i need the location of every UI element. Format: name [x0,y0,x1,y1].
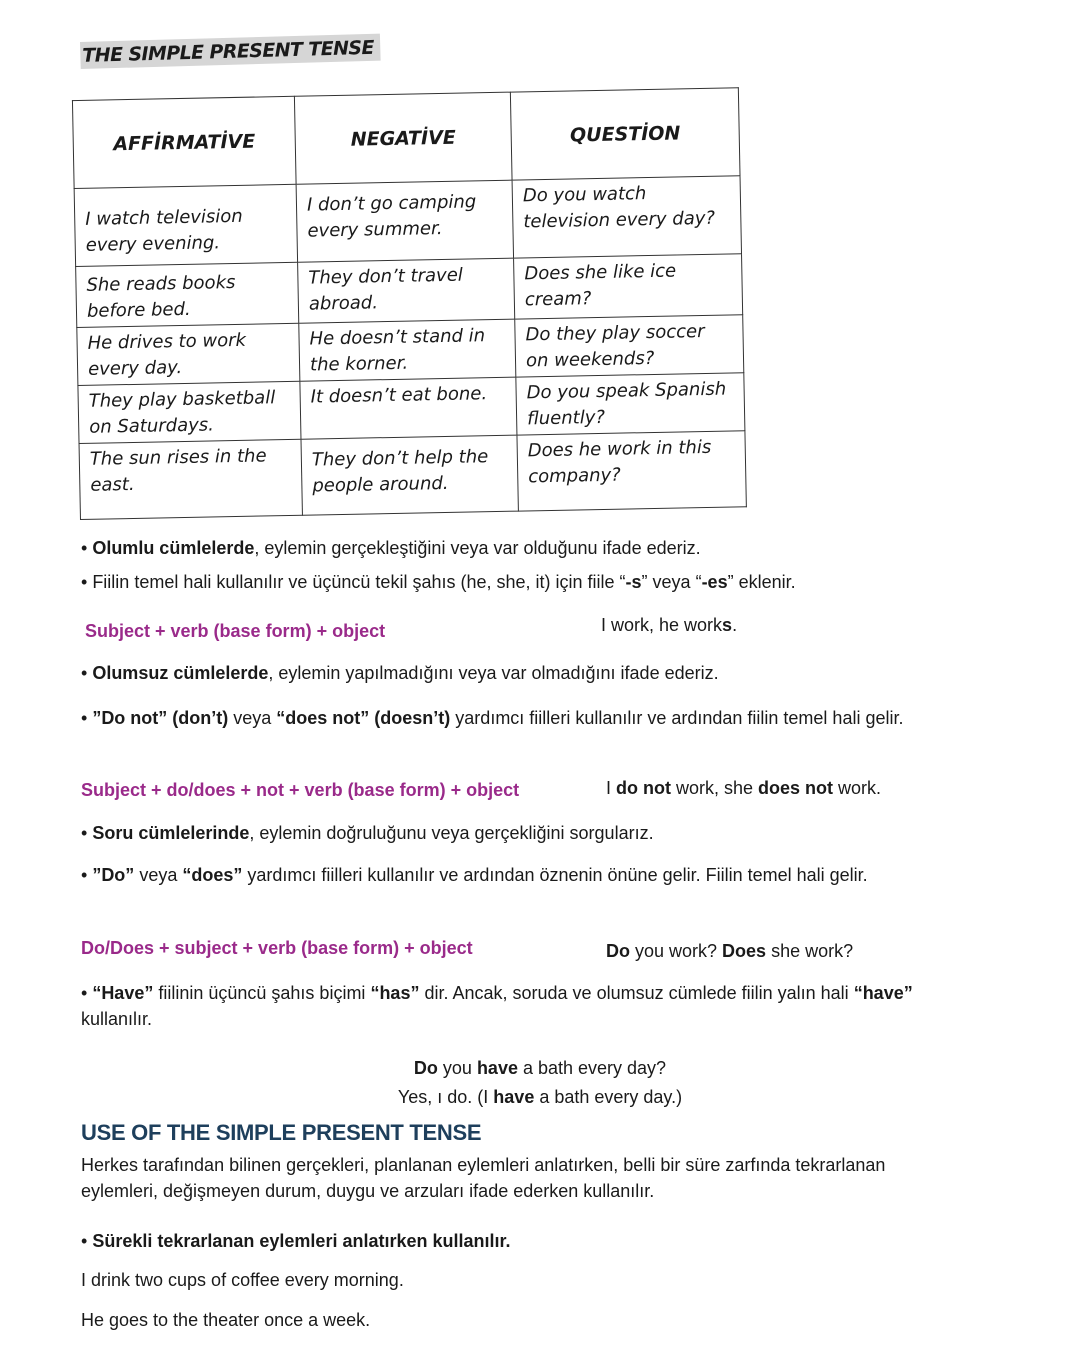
example-bold: have [476,1058,518,1078]
example-text: you [437,1058,477,1078]
table-cell: Does she like ice cream? [514,254,743,319]
note-text: veya [228,708,277,728]
table-cell: He doesn’t stand in the korner. [299,319,516,381]
formula-affirmative: Subject + verb (base form) + object [85,621,386,641]
example-text: you work? [630,941,723,961]
example-text: work. [833,778,882,798]
note-bold: “does not” (doesn’t) [276,708,451,728]
table-cell: I watch television every evening. [74,184,297,266]
note-bold: “does” [182,865,243,885]
use-bullet: • Sürekli tekrarlanan eylemleri anlatırken kullanılır. [81,1231,511,1251]
table-cell: Do you watch television every day? [512,176,741,258]
suffix-es: -es [701,572,728,592]
table-row [74,176,741,267]
header-negative: NEGATİVE [294,92,512,184]
example-bold: have [493,1087,535,1107]
note-bold: ”Do not” (don’t) [92,708,229,728]
table-cell: He drives to work every day. [77,323,300,385]
centered-example-question [0,1055,1080,1081]
table-cell: Does he work in this company? [517,431,746,511]
example-negative [606,775,881,801]
note-text: ” eklenir. [727,572,796,592]
table-cell: They play basketball on Saturdays. [78,381,301,443]
note-suffix-rule: • Fiilin temel hali kullanılır ve üçüncü tekil şahıs (he, she, it) için fiile “-s” veya “-es” eklenir. [81,572,796,592]
example-text: . [732,615,738,635]
tense-table-wrapper [72,87,747,520]
note-do-not: • ”Do not” (don’t) veya “does not” (doesn’t) yardımcı fiilleri kullanılır ve ardından fiilin temel hali gelir. [81,708,904,728]
note-text: yardımcı fiilleri kullanılır ve ardından fiilin temel hali gelir. [450,708,904,728]
table-header-row [72,88,740,189]
example-text: a bath every day.) [534,1087,683,1107]
note-text: , eylemin yapılmadığını veya var olmadığını ifade ederiz. [268,663,719,683]
use-example-2: He goes to the theater once a week. [81,1310,371,1330]
note-negative: • Olumsuz cümlelerde, eylemin yapılmadığını veya var olmadığını ifade ederiz. [81,663,719,683]
note-text: Fiilin temel hali kullanılır ve üçüncü tekil şahıs (he, she, it) için fiile “ [92,572,626,592]
example-bold: do not [616,778,671,798]
table-row [79,431,746,520]
note-bold: Olumlu cümlelerde [92,538,255,558]
note-bold: “has” [370,983,420,1003]
note-text: fiilinin üçüncü şahıs biçimi [153,983,371,1003]
table-cell: Do you speak Spanish fluently? [516,373,745,435]
note-text: yardımcı fiilleri kullanılır ve ardından öznenin önüne gelir. Fiilin temel hali gelir. [242,865,868,885]
example-text: I [606,778,617,798]
note-bold: “Have” [92,983,154,1003]
note-bold: Olumsuz cümlelerde [92,663,269,683]
note-text: , eylemin doğruluğunu veya gerçekliğini sorgularız. [249,823,654,843]
use-intro: Herkes tarafından bilinen gerçekleri, planlanan eylemleri anlatırken, belli bir süre zarfında tekrarlanan eylemleri, değişmeyen durum, duygu ve arzuları ifade ederken kullanılır. [81,1155,886,1201]
example-bold: Do [606,941,630,961]
table-cell: The sun rises in the east. [79,439,302,519]
example-bold: s [722,615,733,635]
section-heading: USE OF THE SIMPLE PRESENT TENSE [81,1120,482,1145]
centered-example-answer [0,1084,1080,1110]
table-cell: It doesn’t eat bone. [300,377,517,439]
example-bold: does not [758,778,834,798]
table-cell: I don’t go camping every summer. [296,180,513,262]
note-question: • Soru cümlelerinde, eylemin doğruluğunu veya gerçekliğini sorgularız. [81,823,654,843]
tense-table [72,87,747,520]
table-cell: She reads books before bed. [76,262,299,327]
example-text: she work? [766,941,854,961]
note-bold: ”Do” [92,865,135,885]
formula-question: Do/Does + subject + verb (base form) + object [81,938,473,958]
note-affirmative: • Olumlu cümlelerde, eylemin gerçekleştiğini veya var olduğunu ifade ederiz. [81,538,701,558]
example-text: I work, he work [601,615,723,635]
example-question [606,938,853,964]
example-bold: Do [413,1058,438,1078]
table-cell: They don’t travel abroad. [298,258,515,323]
note-bold: Sürekli tekrarlanan eylemleri anlatırken kullanılır. [92,1231,511,1251]
page-title: THE SIMPLE PRESENT TENSE [80,34,380,69]
note-do-does: • ”Do” veya “does” yardımcı fiilleri kullanılır ve ardından öznenin önüne gelir. Fiilin temel hali gelir. [81,865,868,885]
header-affirmative: AFFİRMATİVE [72,96,296,188]
note-text: veya [134,865,183,885]
note-bold: “have” [853,983,913,1003]
example-text: a bath every day? [517,1058,667,1078]
note-text: kullanılır. [81,1009,153,1029]
note-have-has: • “Have” fiilinin üçüncü şahıs biçimi “has” dir. Ancak, soruda ve olumsuz cümlede fiilin yalın hali “have” kullanılır. [81,983,913,1029]
table-cell: They don’t help the people around. [301,435,518,515]
note-text: , eylemin gerçekleştiğini veya var olduğunu ifade ederiz. [254,538,701,558]
formula-negative: Subject + do/does + not + verb (base form) + object [81,780,520,800]
example-text: Yes, ı do. (I [397,1087,494,1107]
note-text: dir. Ancak, soruda ve olumsuz cümlede fiilin yalın hali [419,983,854,1003]
example-affirmative [601,612,737,638]
header-question: QUESTİON [510,88,740,180]
note-bold: Soru cümlelerinde [92,823,250,843]
suffix-s: -s [625,572,642,592]
example-bold: Does [722,941,767,961]
table-cell: Do they play soccer on weekends? [515,315,744,377]
example-text: work, she [671,778,759,798]
note-text: ” veya “ [641,572,702,592]
use-example-1: I drink two cups of coffee every morning. [81,1270,404,1290]
